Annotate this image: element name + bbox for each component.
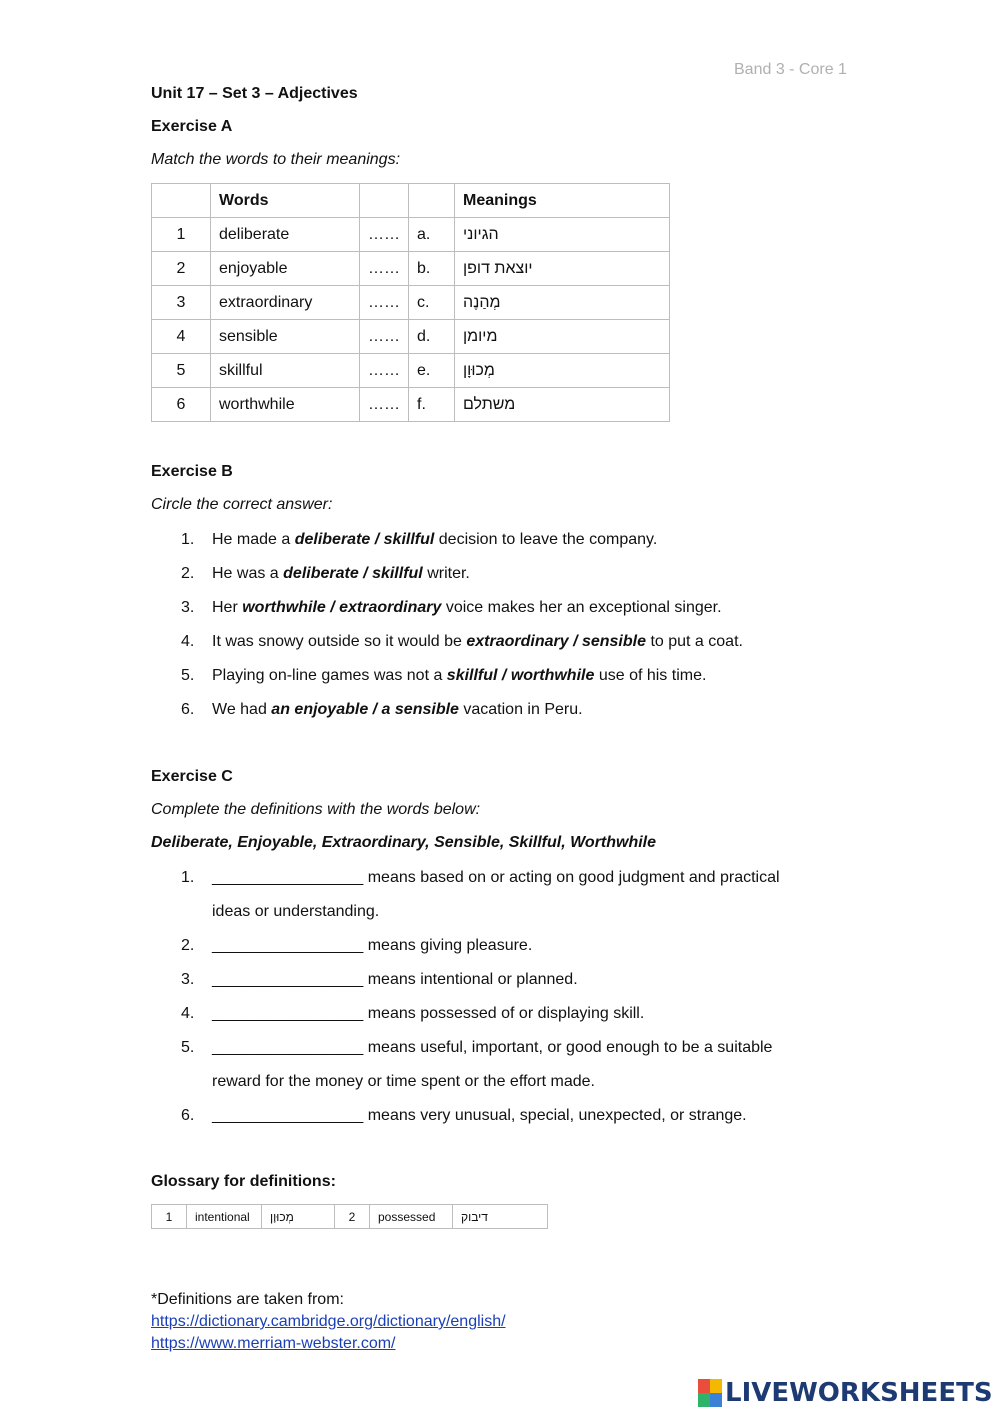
item-number: 3.: [181, 599, 195, 616]
table-row: [152, 354, 670, 388]
band-label: Band 3 - Core 1: [734, 61, 847, 78]
item-text: decision to leave the company.: [434, 531, 658, 548]
header-meanings: Meanings: [455, 184, 670, 218]
row-number: 6: [152, 388, 211, 422]
answer-choice[interactable]: deliberate / skillful: [294, 531, 435, 548]
answer-blank[interactable]: ……: [360, 388, 409, 422]
item-text: vacation in Peru.: [458, 701, 583, 718]
item-text: We had: [212, 701, 272, 718]
glossary-term: possessed: [370, 1205, 453, 1229]
matching-table-header: [152, 184, 670, 218]
row-word: enjoyable: [211, 252, 360, 286]
row-meaning: יוצאת דופן: [463, 259, 533, 277]
glossary-translation: דיבוק: [461, 1209, 488, 1224]
footnote: [151, 1289, 506, 1355]
matching-table: [151, 183, 670, 422]
item-text: Her: [212, 599, 243, 616]
logo-tile: [710, 1393, 722, 1407]
logo-tile: [698, 1393, 710, 1407]
merriam-webster-link[interactable]: https://www.merriam-webster.com/: [151, 1335, 396, 1352]
item-text: Playing on-line games was not a: [212, 667, 447, 684]
answer-blank[interactable]: _________________: [212, 1039, 364, 1056]
row-meaning: מיומן: [463, 327, 498, 345]
table-row: [152, 1205, 548, 1229]
item-number: 2.: [181, 937, 195, 954]
item-number: 4.: [181, 633, 195, 650]
item-text: reward for the money or time spent or the effort made.: [212, 1073, 595, 1090]
table-row: [152, 388, 670, 422]
header-cell: [360, 184, 409, 218]
row-letter: a.: [409, 218, 455, 252]
item-number: 5.: [181, 667, 195, 684]
item-text: writer.: [422, 565, 470, 582]
item-number: 3.: [181, 971, 195, 988]
answer-blank[interactable]: ……: [360, 252, 409, 286]
row-number: 3: [152, 286, 211, 320]
answer-blank[interactable]: _________________: [212, 937, 364, 954]
answer-choice[interactable]: skillful / worthwhile: [446, 667, 595, 684]
glossary-heading: Glossary for definitions:: [151, 1173, 336, 1190]
row-number: 1: [152, 218, 211, 252]
answer-choice[interactable]: worthwhile / extraordinary: [242, 599, 442, 616]
row-word: extraordinary: [211, 286, 360, 320]
glossary-number: 1: [152, 1205, 187, 1229]
item-text: ideas or understanding.: [212, 903, 380, 920]
item-number: 6.: [181, 1107, 195, 1124]
item-number: 5.: [181, 1039, 195, 1056]
header-cell: [409, 184, 455, 218]
row-word: worthwhile: [211, 388, 360, 422]
row-letter: e.: [409, 354, 455, 388]
answer-blank[interactable]: _________________: [212, 971, 364, 988]
item-number: 1.: [181, 869, 195, 886]
item-text: to put a coat.: [646, 633, 743, 650]
row-word: skillful: [211, 354, 360, 388]
row-letter: c.: [409, 286, 455, 320]
row-letter: b.: [409, 252, 455, 286]
brand-name: LIVEWORKSHEETS: [725, 1378, 993, 1408]
answer-choice[interactable]: an enjoyable / a sensible: [271, 701, 459, 718]
exercise-c-instruction: Complete the definitions with the words below:: [151, 801, 481, 818]
item-text: means possessed of or displaying skill.: [363, 1005, 645, 1022]
item-text: He made a: [212, 531, 295, 548]
glossary-table: [151, 1204, 548, 1229]
item-number: 4.: [181, 1005, 195, 1022]
liveworksheets-logo: [698, 1378, 993, 1408]
answer-blank[interactable]: ……: [360, 218, 409, 252]
row-word: deliberate: [211, 218, 360, 252]
item-text: means giving pleasure.: [363, 937, 533, 954]
answer-blank[interactable]: ……: [360, 320, 409, 354]
row-letter: d.: [409, 320, 455, 354]
item-text: It was snowy outside so it would be: [212, 633, 467, 650]
answer-blank[interactable]: ……: [360, 286, 409, 320]
answer-blank[interactable]: _________________: [212, 869, 364, 886]
footnote-text: *Definitions are taken from:: [151, 1291, 344, 1308]
row-number: 4: [152, 320, 211, 354]
item-text: means intentional or planned.: [363, 971, 578, 988]
item-text: means very unusual, special, unexpected, or strange.: [363, 1107, 747, 1124]
item-text: use of his time.: [594, 667, 707, 684]
word-bank: Deliberate, Enjoyable, Extraordinary, Sensible, Skillful, Worthwhile: [151, 834, 657, 851]
item-text: He was a: [212, 565, 284, 582]
exercise-a-heading: Exercise A: [151, 118, 233, 135]
glossary-term: intentional: [187, 1205, 262, 1229]
item-number: 2.: [181, 565, 195, 582]
row-word: sensible: [211, 320, 360, 354]
exercise-a-instruction: Match the words to their meanings:: [151, 151, 401, 168]
liveworksheets-icon: [698, 1379, 722, 1407]
exercise-b-instruction: Circle the correct answer:: [151, 496, 333, 513]
item-text: means useful, important, or good enough to be a suitable: [363, 1039, 773, 1056]
row-meaning: משתלם: [463, 395, 516, 413]
row-letter: f.: [409, 388, 455, 422]
row-meaning: מְהַנֶה: [463, 293, 501, 311]
row-number: 5: [152, 354, 211, 388]
table-row: [152, 218, 670, 252]
exercise-b-heading: Exercise B: [151, 463, 233, 480]
header-cell: [152, 184, 211, 218]
logo-tile: [698, 1379, 710, 1393]
answer-choice[interactable]: extraordinary / sensible: [466, 633, 646, 650]
item-text: means based on or acting on good judgment and practical: [363, 869, 780, 886]
glossary-number: 2: [335, 1205, 370, 1229]
exercise-c-heading: Exercise C: [151, 768, 233, 785]
item-text: voice makes her an exceptional singer.: [441, 599, 722, 616]
row-meaning: מְכוּוָן: [463, 361, 495, 379]
answer-blank[interactable]: _________________: [212, 1005, 364, 1022]
page-title: Unit 17 – Set 3 – Adjectives: [151, 85, 358, 102]
answer-blank[interactable]: _________________: [212, 1107, 364, 1124]
logo-tile: [710, 1379, 722, 1393]
item-number: 6.: [181, 701, 195, 718]
row-meaning: הגיוני: [463, 225, 499, 243]
cambridge-link[interactable]: https://dictionary.cambridge.org/dictionary/english/: [151, 1313, 506, 1330]
answer-blank[interactable]: ……: [360, 354, 409, 388]
table-row: [152, 286, 670, 320]
row-number: 2: [152, 252, 211, 286]
table-row: [152, 320, 670, 354]
item-number: 1.: [181, 531, 195, 548]
answer-choice[interactable]: deliberate / skillful: [283, 565, 423, 582]
table-row: [152, 252, 670, 286]
header-words: Words: [211, 184, 360, 218]
glossary-translation: מְכוּוָן: [270, 1209, 294, 1224]
